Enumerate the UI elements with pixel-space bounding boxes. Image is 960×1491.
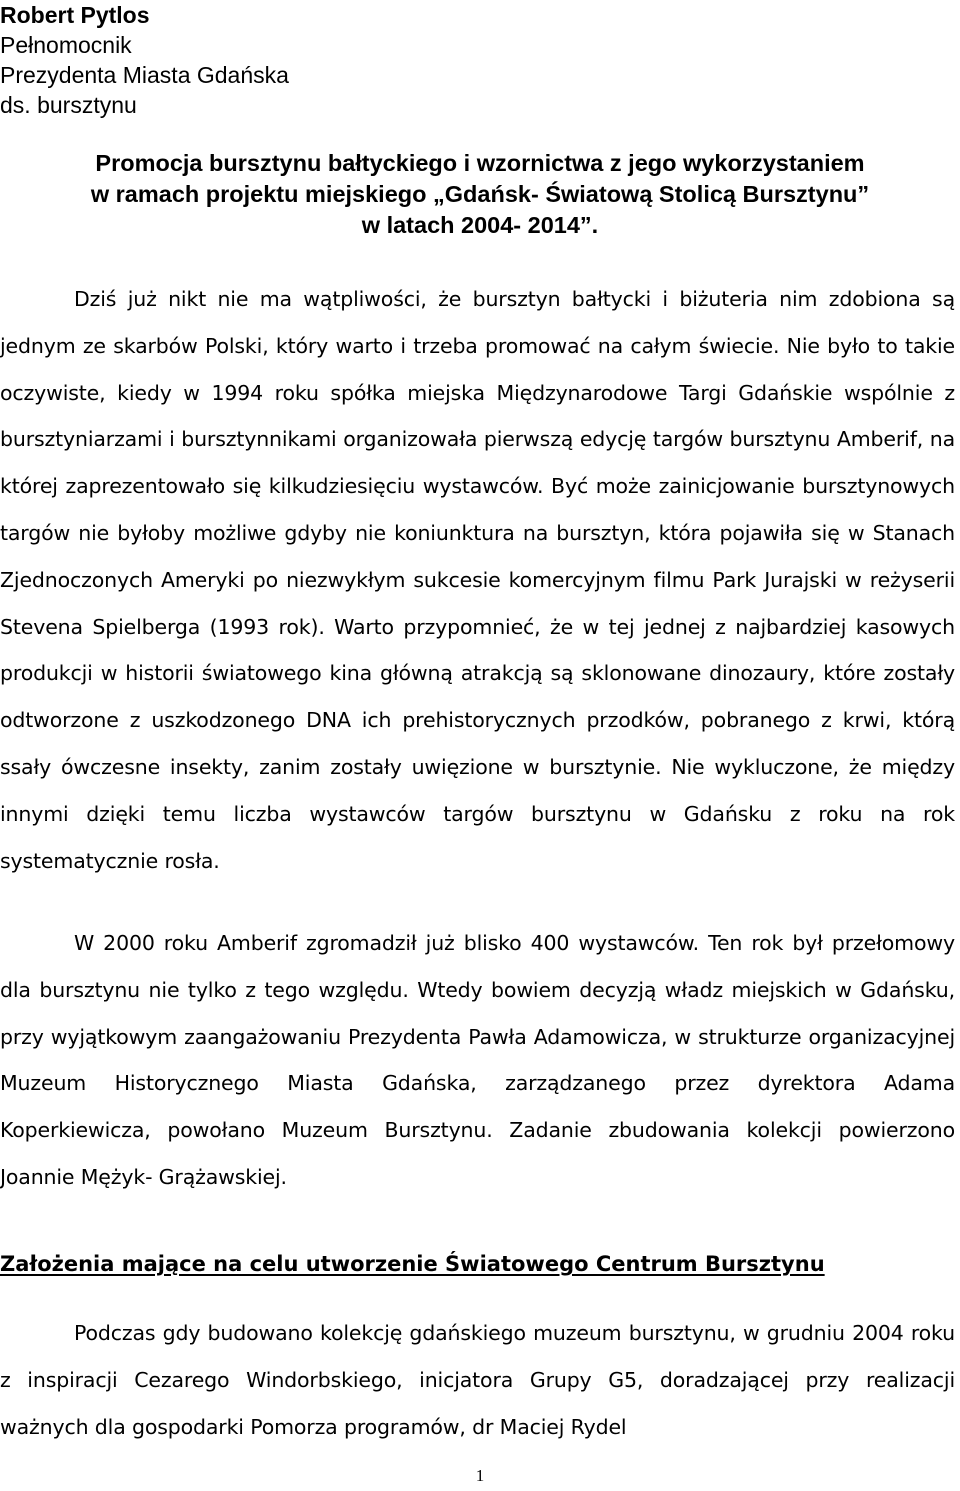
author-role-line-1: Pełnomocnik (0, 32, 132, 58)
title-line-1: Promocja bursztynu bałtyckiego i wzornictwa z jego wykorzystaniem (95, 150, 865, 176)
document-title (0, 148, 960, 241)
page-number: 1 (475, 1466, 485, 1485)
paragraph-3 (0, 1310, 955, 1450)
paragraph-3-text: Podczas gdy budowano kolekcję gdańskiego muzeum bursztynu, w grudniu 2004 roku z inspiracji Cezarego Windorbskiego, inicjatora Grupy G5, doradzającej przy realizacji ważnych dla gospodarki Pomorza programów, dr Maciej Rydel (0, 1321, 955, 1439)
author-role-line-2: Prezydenta Miasta Gdańska (0, 62, 289, 88)
title-line-2: w ramach projektu miejskiego „Gdańsk- Światową Stolicą Bursztynu” (90, 181, 870, 207)
author-role-line-3: ds. bursztynu (0, 92, 137, 118)
paragraph-2-text: W 2000 roku Amberif zgromadził już blisko 400 wystawców. Ten rok był przełomowy dla bursztynu nie tylko z tego względu. Wtedy bowiem decyzją władz miejskich w Gdańsku, przy wyjątkowym zaangażowaniu Prezydenta Pawła Adamowicza, w strukturze organizacyjnej Muzeum Historycznego Miasta Gdańska, zarządzanego przez dyrektora Adama Koperkiewicza, powołano Muzeum Bursztynu. Zadanie zbudowania kolekcji powierzono Joannie Mężyk- Grążawskiej. (0, 931, 955, 1189)
title-line-3: w latach 2004- 2014”. (361, 212, 599, 238)
paragraph-1-text: Dziś już nikt nie ma wątpliwości, że bursztyn bałtycki i biżuteria nim zdobiona są jednym ze skarbów Polski, który warto i trzeba promować na całym świecie. Nie było to takie oczywiste, kiedy w 1994 roku spółka miejska Międzynarodowe Targi Gdańskie wspólnie z bursztyniarzami i bursztynnikami organizowała pierwszą edycję targów bursztynu Amberif, na której zaprezentowało się kilkudziesięciu wystawców. Być może zainicjowanie bursztynowych targów nie byłoby możliwe gdyby nie koniunktura na bursztyn, która pojawiła się w Stanach Zjednoczonych Ameryki po niezwykłym sukcesie komercyjnym filmu Park Jurajski w reżyserii Stevena Spielberga (1993 rok). Warto przypomnieć, że w tej jednej z najbardziej kasowych produkcji w historii światowego kina główną atrakcją są sklonowane dinozaury, które zostały odtworzone z uszkodzonego DNA ich prehistorycznych przodków, pobranego z krwi, którą ssały ówczesne insekty, zanim zostały uwięzione w bursztynie. Nie wykluczone, że między innymi dzięki temu liczba wystawców targów bursztynu w Gdańsku z roku na rok systematycznie rosła. (0, 287, 955, 873)
paragraph-1 (0, 276, 955, 884)
author-name: Robert Pytlos (0, 2, 150, 28)
section-heading: Założenia mające na celu utworzenie Światowego Centrum Bursztynu (0, 1252, 825, 1276)
author-block (0, 0, 600, 120)
paragraph-2 (0, 920, 955, 1201)
